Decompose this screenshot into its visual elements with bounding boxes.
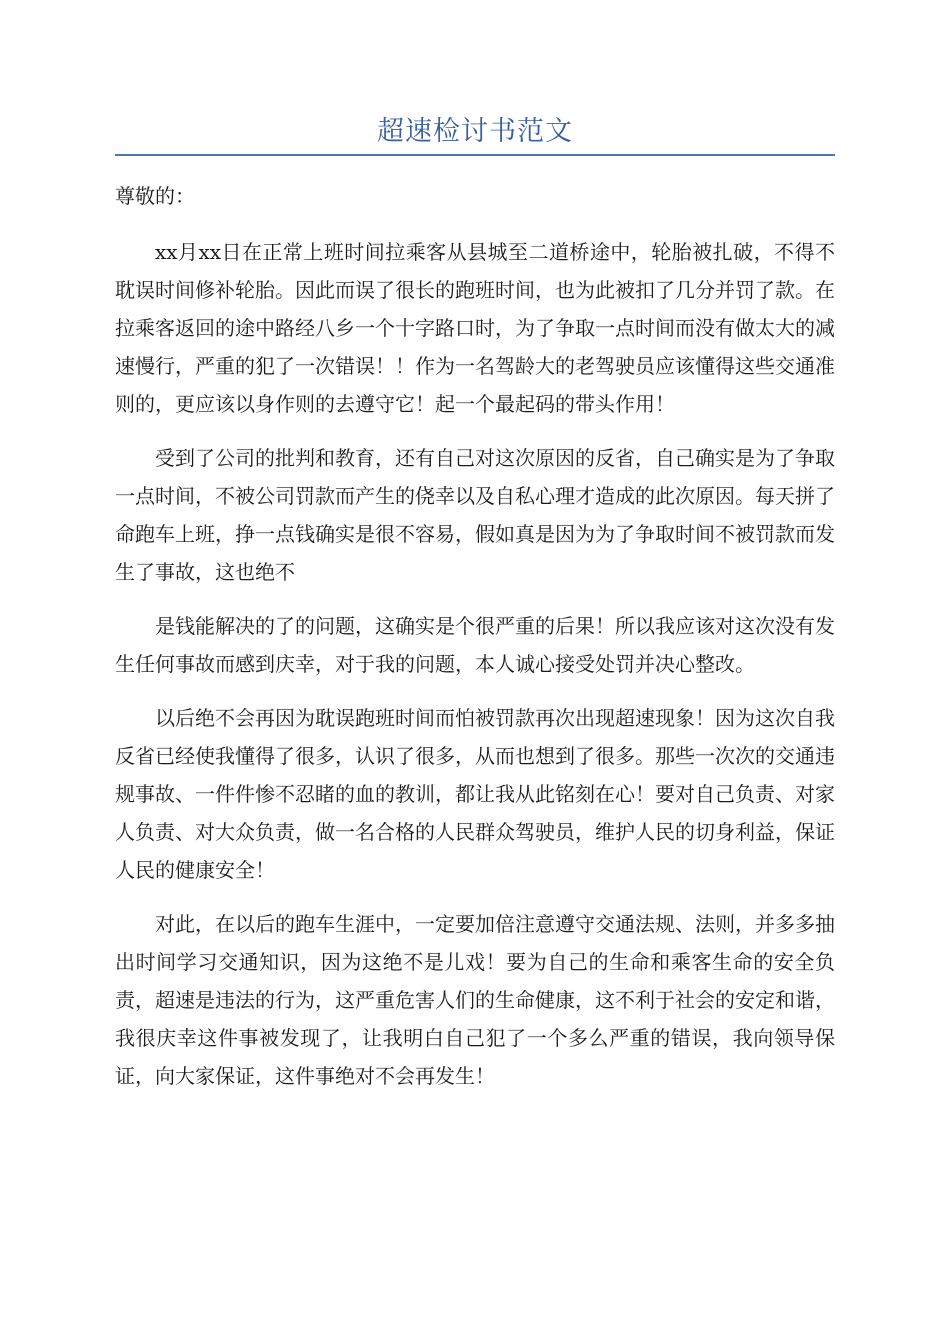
paragraph-3: 是钱能解决的了的问题，这确实是个很严重的后果！所以我应该对这次没有发生任何事故而感到庆幸，对于我的问题，本人诚心接受处罚并决心整改。	[115, 614, 835, 676]
paragraph-1: xx月xx日在正常上班时间拉乘客从县城至二道桥途中，轮胎被扎破，不得不耽误时间修补轮胎。因此而误了很长的跑班时间，也为此被扣了几分并罚了款。在拉乘客返回的途中路经八乡一个十字路口时，为了争取一点时间而没有做太大的减速慢行，严重的犯了一次错误！！作为一名驾龄大的老驾驶员应该懂得这些交通准则的，更应该以身作则的去遵守它！起一个最起码的带头作用！	[115, 240, 835, 416]
document-body	[115, 177, 835, 1111]
paragraph-4: 以后绝不会再因为耽误跑班时间而怕被罚款再次出现超速现象！因为这次自我反省已经使我懂得了很多，认识了很多，从而也想到了很多。那些一次次的交通违规事故、一件件惨不忍睹的血的教训，都让我从此铭刻在心！要对自己负责、对家人负责、对大众负责，做一名合格的人民群众驾驶员，维护人民的切身利益，保证人民的健康安全！	[115, 706, 835, 882]
paragraph-2: 受到了公司的批判和教育，还有自己对这次原因的反省，自己确实是为了争取一点时间，不被公司罚款而产生的侥幸以及自私心理才造成的此次原因。每天拼了命跑车上班，挣一点钱确实是很不容易，假如真是因为为了争取时间不被罚款而发生了事故，这也绝不	[115, 446, 835, 584]
paragraph-5: 对此，在以后的跑车生涯中，一定要加倍注意遵守交通法规、法则，并多多抽出时间学习交通知识，因为这绝不是儿戏！要为自己的生命和乘客生命的安全负责，超速是违法的行为，这严重危害人们的生命健康，这不利于社会的安定和谐，我很庆幸这件事被发现了，让我明白自己犯了一个多么严重的错误，我向领导保证，向大家保证，这件事绝对不会再发生！	[115, 912, 835, 1088]
title-underline	[115, 154, 835, 156]
document-title: 超速检讨书范文	[377, 116, 573, 147]
salutation: 尊敬的：	[115, 184, 195, 208]
